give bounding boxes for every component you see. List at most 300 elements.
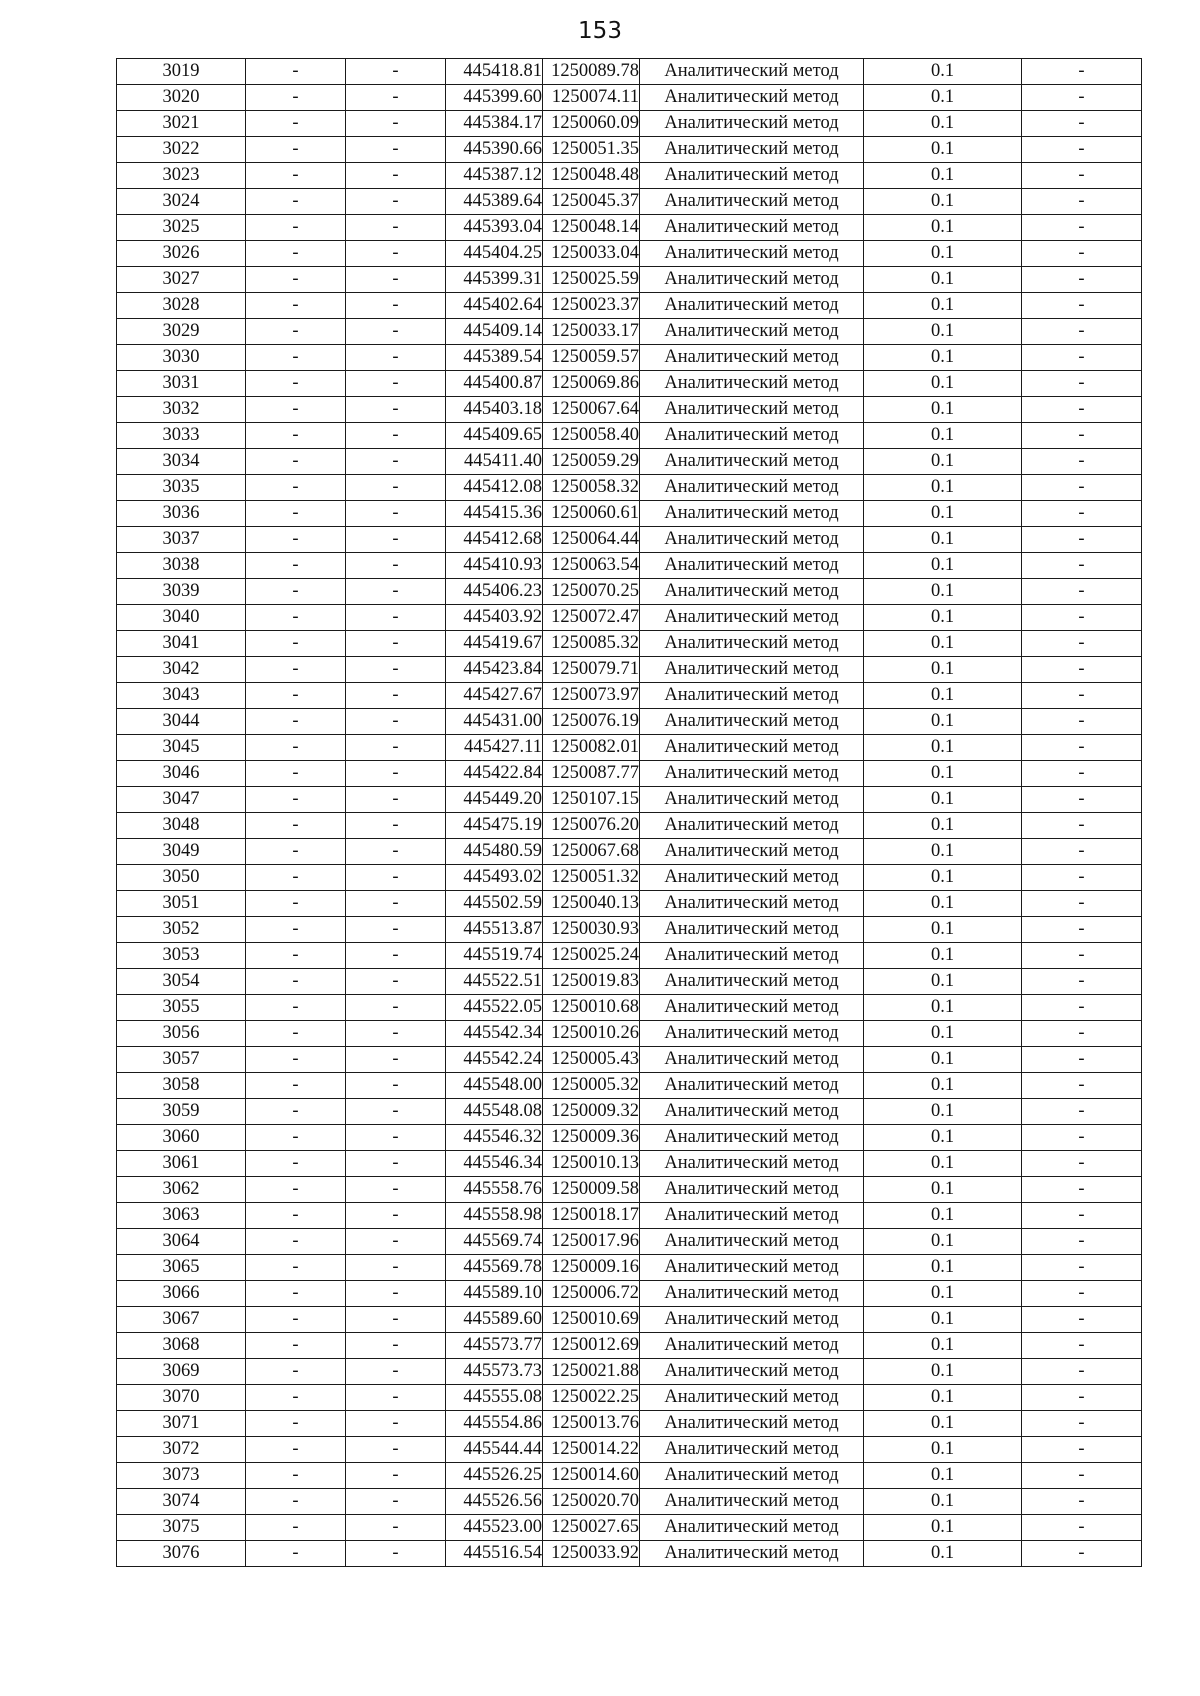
column-3-cell: - xyxy=(346,475,446,501)
table-row xyxy=(117,267,1142,293)
accuracy-cell: 0.1 xyxy=(864,111,1022,137)
table-row xyxy=(117,527,1142,553)
column-3-cell: - xyxy=(346,371,446,397)
method-cell: Аналитический метод xyxy=(640,917,864,943)
column-2-cell: - xyxy=(246,1177,346,1203)
table-row xyxy=(117,969,1142,995)
page-number: 153 xyxy=(578,18,622,44)
column-2-cell: - xyxy=(246,1229,346,1255)
column-2-cell: - xyxy=(246,1255,346,1281)
column-8-cell: - xyxy=(1022,1203,1142,1229)
point-number-cell: 3046 xyxy=(117,761,246,787)
column-3-cell: - xyxy=(346,1359,446,1385)
column-3-cell: - xyxy=(346,1047,446,1073)
point-number-cell: 3061 xyxy=(117,1151,246,1177)
point-number-cell: 3037 xyxy=(117,527,246,553)
column-2-cell: - xyxy=(246,345,346,371)
point-number-cell: 3074 xyxy=(117,1489,246,1515)
column-8-cell: - xyxy=(1022,1359,1142,1385)
accuracy-cell: 0.1 xyxy=(864,293,1022,319)
accuracy-cell: 0.1 xyxy=(864,1463,1022,1489)
y-coordinate-cell: 1250010.68 xyxy=(543,995,640,1021)
column-2-cell: - xyxy=(246,657,346,683)
accuracy-cell: 0.1 xyxy=(864,501,1022,527)
column-2-cell: - xyxy=(246,527,346,553)
y-coordinate-cell: 1250076.19 xyxy=(543,709,640,735)
column-3-cell: - xyxy=(346,605,446,631)
method-cell: Аналитический метод xyxy=(640,501,864,527)
column-3-cell: - xyxy=(346,163,446,189)
column-8-cell: - xyxy=(1022,1411,1142,1437)
column-2-cell: - xyxy=(246,891,346,917)
method-cell: Аналитический метод xyxy=(640,1541,864,1567)
column-3-cell: - xyxy=(346,1073,446,1099)
column-2-cell: - xyxy=(246,1203,346,1229)
accuracy-cell: 0.1 xyxy=(864,397,1022,423)
y-coordinate-cell: 1250022.25 xyxy=(543,1385,640,1411)
column-2-cell: - xyxy=(246,59,346,85)
column-8-cell: - xyxy=(1022,813,1142,839)
x-coordinate-cell: 445548.00 xyxy=(446,1073,543,1099)
x-coordinate-cell: 445546.32 xyxy=(446,1125,543,1151)
accuracy-cell: 0.1 xyxy=(864,605,1022,631)
column-3-cell: - xyxy=(346,1463,446,1489)
table-row xyxy=(117,943,1142,969)
x-coordinate-cell: 445412.68 xyxy=(446,527,543,553)
column-2-cell: - xyxy=(246,267,346,293)
point-number-cell: 3053 xyxy=(117,943,246,969)
accuracy-cell: 0.1 xyxy=(864,839,1022,865)
accuracy-cell: 0.1 xyxy=(864,631,1022,657)
column-2-cell: - xyxy=(246,137,346,163)
x-coordinate-cell: 445418.81 xyxy=(446,59,543,85)
point-number-cell: 3051 xyxy=(117,891,246,917)
method-cell: Аналитический метод xyxy=(640,1489,864,1515)
y-coordinate-cell: 1250069.86 xyxy=(543,371,640,397)
accuracy-cell: 0.1 xyxy=(864,865,1022,891)
accuracy-cell: 0.1 xyxy=(864,1125,1022,1151)
accuracy-cell: 0.1 xyxy=(864,241,1022,267)
column-8-cell: - xyxy=(1022,735,1142,761)
y-coordinate-cell: 1250051.32 xyxy=(543,865,640,891)
x-coordinate-cell: 445558.98 xyxy=(446,1203,543,1229)
table-row xyxy=(117,579,1142,605)
column-2-cell: - xyxy=(246,553,346,579)
table-row xyxy=(117,85,1142,111)
table-row xyxy=(117,553,1142,579)
accuracy-cell: 0.1 xyxy=(864,1203,1022,1229)
y-coordinate-cell: 1250013.76 xyxy=(543,1411,640,1437)
x-coordinate-cell: 445542.34 xyxy=(446,1021,543,1047)
table-row xyxy=(117,397,1142,423)
point-number-cell: 3065 xyxy=(117,1255,246,1281)
column-2-cell: - xyxy=(246,813,346,839)
table-row xyxy=(117,423,1142,449)
accuracy-cell: 0.1 xyxy=(864,683,1022,709)
table-row xyxy=(117,631,1142,657)
x-coordinate-cell: 445402.64 xyxy=(446,293,543,319)
accuracy-cell: 0.1 xyxy=(864,319,1022,345)
method-cell: Аналитический метод xyxy=(640,735,864,761)
x-coordinate-cell: 445412.08 xyxy=(446,475,543,501)
column-3-cell: - xyxy=(346,1489,446,1515)
accuracy-cell: 0.1 xyxy=(864,137,1022,163)
method-cell: Аналитический метод xyxy=(640,943,864,969)
column-8-cell: - xyxy=(1022,865,1142,891)
point-number-cell: 3033 xyxy=(117,423,246,449)
column-3-cell: - xyxy=(346,969,446,995)
method-cell: Аналитический метод xyxy=(640,137,864,163)
table-row xyxy=(117,605,1142,631)
x-coordinate-cell: 445555.08 xyxy=(446,1385,543,1411)
x-coordinate-cell: 445415.36 xyxy=(446,501,543,527)
accuracy-cell: 0.1 xyxy=(864,1359,1022,1385)
x-coordinate-cell: 445493.02 xyxy=(446,865,543,891)
method-cell: Аналитический метод xyxy=(640,397,864,423)
y-coordinate-cell: 1250072.47 xyxy=(543,605,640,631)
column-8-cell: - xyxy=(1022,917,1142,943)
column-8-cell: - xyxy=(1022,345,1142,371)
point-number-cell: 3039 xyxy=(117,579,246,605)
x-coordinate-cell: 445384.17 xyxy=(446,111,543,137)
x-coordinate-cell: 445393.04 xyxy=(446,215,543,241)
table-row xyxy=(117,345,1142,371)
column-8-cell: - xyxy=(1022,1385,1142,1411)
point-number-cell: 3029 xyxy=(117,319,246,345)
x-coordinate-cell: 445404.25 xyxy=(446,241,543,267)
x-coordinate-cell: 445431.00 xyxy=(446,709,543,735)
y-coordinate-cell: 1250064.44 xyxy=(543,527,640,553)
accuracy-cell: 0.1 xyxy=(864,1307,1022,1333)
x-coordinate-cell: 445399.31 xyxy=(446,267,543,293)
method-cell: Аналитический метод xyxy=(640,1307,864,1333)
column-2-cell: - xyxy=(246,605,346,631)
column-2-cell: - xyxy=(246,709,346,735)
y-coordinate-cell: 1250021.88 xyxy=(543,1359,640,1385)
accuracy-cell: 0.1 xyxy=(864,1047,1022,1073)
table-row xyxy=(117,1047,1142,1073)
accuracy-cell: 0.1 xyxy=(864,917,1022,943)
column-8-cell: - xyxy=(1022,1463,1142,1489)
x-coordinate-cell: 445403.92 xyxy=(446,605,543,631)
accuracy-cell: 0.1 xyxy=(864,475,1022,501)
column-3-cell: - xyxy=(346,1515,446,1541)
x-coordinate-cell: 445411.40 xyxy=(446,449,543,475)
y-coordinate-cell: 1250023.37 xyxy=(543,293,640,319)
column-3-cell: - xyxy=(346,865,446,891)
point-number-cell: 3031 xyxy=(117,371,246,397)
column-8-cell: - xyxy=(1022,787,1142,813)
column-2-cell: - xyxy=(246,319,346,345)
table-row xyxy=(117,1021,1142,1047)
method-cell: Аналитический метод xyxy=(640,995,864,1021)
x-coordinate-cell: 445406.23 xyxy=(446,579,543,605)
point-number-cell: 3054 xyxy=(117,969,246,995)
column-8-cell: - xyxy=(1022,1437,1142,1463)
table-row xyxy=(117,787,1142,813)
method-cell: Аналитический метод xyxy=(640,839,864,865)
method-cell: Аналитический метод xyxy=(640,1359,864,1385)
column-2-cell: - xyxy=(246,995,346,1021)
accuracy-cell: 0.1 xyxy=(864,1541,1022,1567)
x-coordinate-cell: 445548.08 xyxy=(446,1099,543,1125)
accuracy-cell: 0.1 xyxy=(864,969,1022,995)
method-cell: Аналитический метод xyxy=(640,553,864,579)
y-coordinate-cell: 1250060.61 xyxy=(543,501,640,527)
x-coordinate-cell: 445389.54 xyxy=(446,345,543,371)
y-coordinate-cell: 1250005.32 xyxy=(543,1073,640,1099)
method-cell: Аналитический метод xyxy=(640,215,864,241)
column-3-cell: - xyxy=(346,1307,446,1333)
x-coordinate-cell: 445516.54 xyxy=(446,1541,543,1567)
method-cell: Аналитический метод xyxy=(640,657,864,683)
column-3-cell: - xyxy=(346,1437,446,1463)
y-coordinate-cell: 1250063.54 xyxy=(543,553,640,579)
method-cell: Аналитический метод xyxy=(640,579,864,605)
column-2-cell: - xyxy=(246,917,346,943)
column-3-cell: - xyxy=(346,553,446,579)
method-cell: Аналитический метод xyxy=(640,527,864,553)
accuracy-cell: 0.1 xyxy=(864,553,1022,579)
table-row xyxy=(117,917,1142,943)
column-3-cell: - xyxy=(346,501,446,527)
point-number-cell: 3071 xyxy=(117,1411,246,1437)
column-8-cell: - xyxy=(1022,293,1142,319)
point-number-cell: 3023 xyxy=(117,163,246,189)
x-coordinate-cell: 445544.44 xyxy=(446,1437,543,1463)
point-number-cell: 3043 xyxy=(117,683,246,709)
y-coordinate-cell: 1250059.29 xyxy=(543,449,640,475)
column-2-cell: - xyxy=(246,683,346,709)
y-coordinate-cell: 1250017.96 xyxy=(543,1229,640,1255)
point-number-cell: 3047 xyxy=(117,787,246,813)
table-row xyxy=(117,241,1142,267)
accuracy-cell: 0.1 xyxy=(864,761,1022,787)
column-2-cell: - xyxy=(246,189,346,215)
table-row xyxy=(117,1229,1142,1255)
y-coordinate-cell: 1250014.22 xyxy=(543,1437,640,1463)
column-2-cell: - xyxy=(246,969,346,995)
point-number-cell: 3020 xyxy=(117,85,246,111)
table-row xyxy=(117,1489,1142,1515)
accuracy-cell: 0.1 xyxy=(864,995,1022,1021)
table-row xyxy=(117,683,1142,709)
x-coordinate-cell: 445427.11 xyxy=(446,735,543,761)
table-row xyxy=(117,59,1142,85)
method-cell: Аналитический метод xyxy=(640,787,864,813)
table-row xyxy=(117,1333,1142,1359)
column-8-cell: - xyxy=(1022,1021,1142,1047)
point-number-cell: 3041 xyxy=(117,631,246,657)
column-3-cell: - xyxy=(346,267,446,293)
column-8-cell: - xyxy=(1022,59,1142,85)
y-coordinate-cell: 1250020.70 xyxy=(543,1489,640,1515)
accuracy-cell: 0.1 xyxy=(864,1385,1022,1411)
point-number-cell: 3052 xyxy=(117,917,246,943)
accuracy-cell: 0.1 xyxy=(864,267,1022,293)
column-8-cell: - xyxy=(1022,215,1142,241)
column-8-cell: - xyxy=(1022,1229,1142,1255)
accuracy-cell: 0.1 xyxy=(864,735,1022,761)
y-coordinate-cell: 1250009.32 xyxy=(543,1099,640,1125)
column-8-cell: - xyxy=(1022,631,1142,657)
column-3-cell: - xyxy=(346,1541,446,1567)
column-2-cell: - xyxy=(246,1359,346,1385)
accuracy-cell: 0.1 xyxy=(864,1255,1022,1281)
column-8-cell: - xyxy=(1022,683,1142,709)
method-cell: Аналитический метод xyxy=(640,1281,864,1307)
method-cell: Аналитический метод xyxy=(640,1385,864,1411)
column-3-cell: - xyxy=(346,995,446,1021)
x-coordinate-cell: 445389.64 xyxy=(446,189,543,215)
x-coordinate-cell: 445427.67 xyxy=(446,683,543,709)
column-2-cell: - xyxy=(246,631,346,657)
method-cell: Аналитический метод xyxy=(640,423,864,449)
column-8-cell: - xyxy=(1022,371,1142,397)
y-coordinate-cell: 1250058.32 xyxy=(543,475,640,501)
method-cell: Аналитический метод xyxy=(640,1099,864,1125)
column-2-cell: - xyxy=(246,1307,346,1333)
method-cell: Аналитический метод xyxy=(640,371,864,397)
column-2-cell: - xyxy=(246,241,346,267)
column-3-cell: - xyxy=(346,657,446,683)
table-row xyxy=(117,1203,1142,1229)
table-row xyxy=(117,1463,1142,1489)
method-cell: Аналитический метод xyxy=(640,1333,864,1359)
method-cell: Аналитический метод xyxy=(640,605,864,631)
column-2-cell: - xyxy=(246,579,346,605)
y-coordinate-cell: 1250074.11 xyxy=(543,85,640,111)
column-3-cell: - xyxy=(346,787,446,813)
x-coordinate-cell: 445513.87 xyxy=(446,917,543,943)
point-number-cell: 3026 xyxy=(117,241,246,267)
x-coordinate-cell: 445502.59 xyxy=(446,891,543,917)
accuracy-cell: 0.1 xyxy=(864,345,1022,371)
table-row xyxy=(117,1411,1142,1437)
column-3-cell: - xyxy=(346,709,446,735)
column-2-cell: - xyxy=(246,423,346,449)
column-3-cell: - xyxy=(346,449,446,475)
x-coordinate-cell: 445519.74 xyxy=(446,943,543,969)
y-coordinate-cell: 1250009.16 xyxy=(543,1255,640,1281)
accuracy-cell: 0.1 xyxy=(864,813,1022,839)
method-cell: Аналитический метод xyxy=(640,761,864,787)
y-coordinate-cell: 1250033.04 xyxy=(543,241,640,267)
x-coordinate-cell: 445569.74 xyxy=(446,1229,543,1255)
method-cell: Аналитический метод xyxy=(640,163,864,189)
table-row xyxy=(117,1099,1142,1125)
method-cell: Аналитический метод xyxy=(640,813,864,839)
point-number-cell: 3024 xyxy=(117,189,246,215)
y-coordinate-cell: 1250048.14 xyxy=(543,215,640,241)
column-8-cell: - xyxy=(1022,943,1142,969)
point-number-cell: 3048 xyxy=(117,813,246,839)
column-3-cell: - xyxy=(346,397,446,423)
column-8-cell: - xyxy=(1022,553,1142,579)
point-number-cell: 3076 xyxy=(117,1541,246,1567)
x-coordinate-cell: 445558.76 xyxy=(446,1177,543,1203)
accuracy-cell: 0.1 xyxy=(864,1073,1022,1099)
column-2-cell: - xyxy=(246,787,346,813)
column-8-cell: - xyxy=(1022,527,1142,553)
point-number-cell: 3049 xyxy=(117,839,246,865)
column-8-cell: - xyxy=(1022,761,1142,787)
column-3-cell: - xyxy=(346,215,446,241)
table-row xyxy=(117,1515,1142,1541)
method-cell: Аналитический метод xyxy=(640,891,864,917)
x-coordinate-cell: 445546.34 xyxy=(446,1151,543,1177)
column-8-cell: - xyxy=(1022,267,1142,293)
table-row xyxy=(117,1307,1142,1333)
table-row xyxy=(117,761,1142,787)
method-cell: Аналитический метод xyxy=(640,111,864,137)
column-3-cell: - xyxy=(346,1151,446,1177)
column-8-cell: - xyxy=(1022,1307,1142,1333)
column-8-cell: - xyxy=(1022,605,1142,631)
method-cell: Аналитический метод xyxy=(640,865,864,891)
point-number-cell: 3034 xyxy=(117,449,246,475)
column-2-cell: - xyxy=(246,1385,346,1411)
column-2-cell: - xyxy=(246,1073,346,1099)
y-coordinate-cell: 1250025.59 xyxy=(543,267,640,293)
y-coordinate-cell: 1250107.15 xyxy=(543,787,640,813)
table-row xyxy=(117,111,1142,137)
accuracy-cell: 0.1 xyxy=(864,1151,1022,1177)
column-2-cell: - xyxy=(246,1047,346,1073)
table-row xyxy=(117,501,1142,527)
column-3-cell: - xyxy=(346,1411,446,1437)
column-8-cell: - xyxy=(1022,1255,1142,1281)
column-2-cell: - xyxy=(246,1515,346,1541)
column-2-cell: - xyxy=(246,1125,346,1151)
method-cell: Аналитический метод xyxy=(640,969,864,995)
y-coordinate-cell: 1250087.77 xyxy=(543,761,640,787)
point-number-cell: 3021 xyxy=(117,111,246,137)
column-8-cell: - xyxy=(1022,449,1142,475)
table-row xyxy=(117,1359,1142,1385)
column-2-cell: - xyxy=(246,111,346,137)
method-cell: Аналитический метод xyxy=(640,1177,864,1203)
table-row xyxy=(117,735,1142,761)
y-coordinate-cell: 1250051.35 xyxy=(543,137,640,163)
method-cell: Аналитический метод xyxy=(640,241,864,267)
column-2-cell: - xyxy=(246,85,346,111)
point-number-cell: 3062 xyxy=(117,1177,246,1203)
method-cell: Аналитический метод xyxy=(640,59,864,85)
column-8-cell: - xyxy=(1022,501,1142,527)
column-8-cell: - xyxy=(1022,1151,1142,1177)
method-cell: Аналитический метод xyxy=(640,1463,864,1489)
x-coordinate-cell: 445526.25 xyxy=(446,1463,543,1489)
method-cell: Аналитический метод xyxy=(640,1151,864,1177)
x-coordinate-cell: 445569.78 xyxy=(446,1255,543,1281)
accuracy-cell: 0.1 xyxy=(864,1515,1022,1541)
column-8-cell: - xyxy=(1022,85,1142,111)
accuracy-cell: 0.1 xyxy=(864,59,1022,85)
y-coordinate-cell: 1250059.57 xyxy=(543,345,640,371)
column-3-cell: - xyxy=(346,293,446,319)
point-number-cell: 3022 xyxy=(117,137,246,163)
y-coordinate-cell: 1250082.01 xyxy=(543,735,640,761)
column-8-cell: - xyxy=(1022,1541,1142,1567)
table-row xyxy=(117,1255,1142,1281)
point-number-cell: 3063 xyxy=(117,1203,246,1229)
point-number-cell: 3019 xyxy=(117,59,246,85)
point-number-cell: 3059 xyxy=(117,1099,246,1125)
y-coordinate-cell: 1250006.72 xyxy=(543,1281,640,1307)
accuracy-cell: 0.1 xyxy=(864,891,1022,917)
column-2-cell: - xyxy=(246,1541,346,1567)
